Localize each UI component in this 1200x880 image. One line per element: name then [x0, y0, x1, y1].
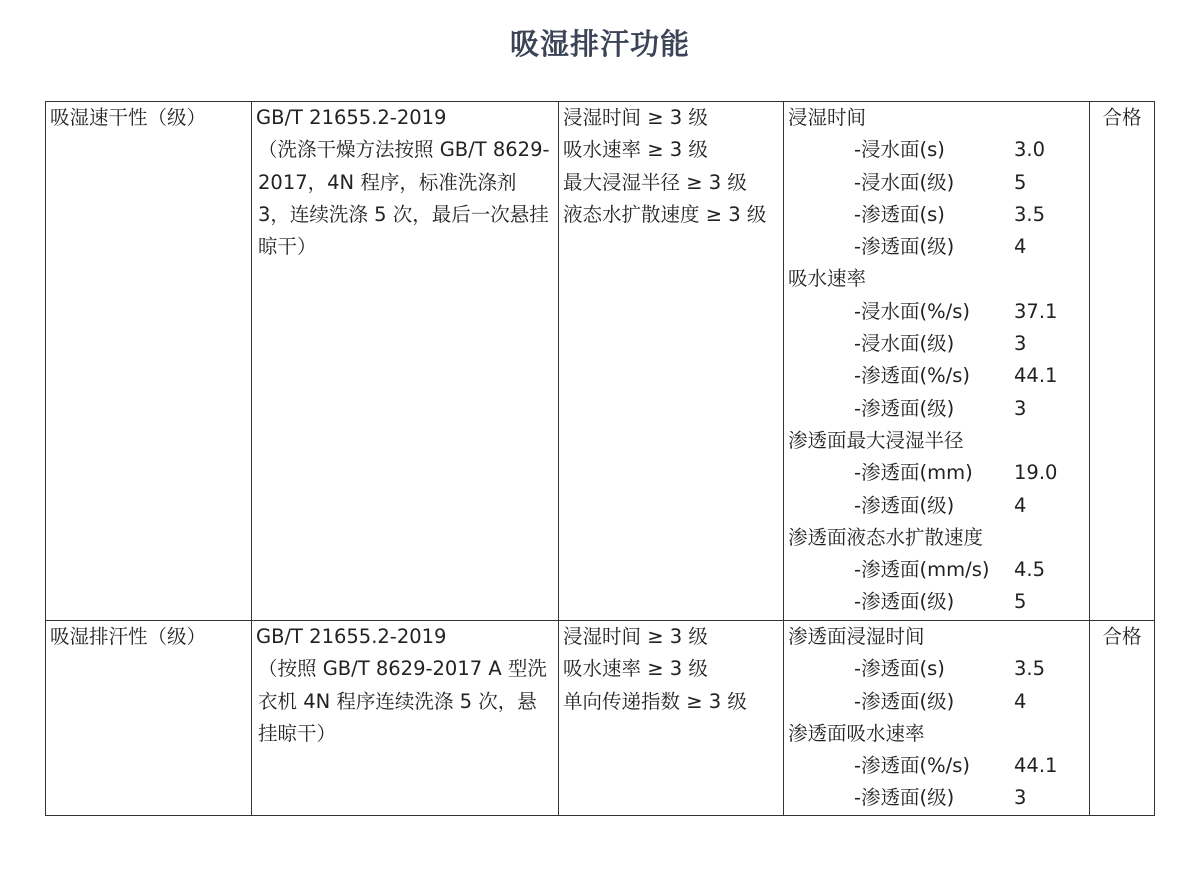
- result-label: -渗透面(级): [854, 786, 955, 810]
- result-value: 3.5: [1014, 657, 1046, 681]
- result-value: 37.1: [1014, 299, 1058, 323]
- result-item: [788, 457, 1085, 489]
- result-value: 3: [1014, 332, 1027, 356]
- result-heading: 渗透面液态水扩散速度: [788, 525, 984, 549]
- requirement-line: 最大浸湿半径 ≥ 3 级: [563, 170, 747, 194]
- result-cell: [784, 102, 1090, 621]
- result-cell: [784, 621, 1090, 816]
- result-item: [788, 199, 1085, 231]
- table-row: [46, 621, 1155, 816]
- requirement-cell: [559, 621, 784, 816]
- result-label: -浸水面(级): [854, 332, 955, 356]
- requirement-line: 吸水速率 ≥ 3 级: [563, 138, 708, 162]
- result-label: -渗透面(mm): [854, 461, 973, 485]
- standard-cell: [252, 102, 559, 621]
- result-value: 4: [1014, 493, 1027, 517]
- result-value: 19.0: [1014, 461, 1058, 485]
- result-label: -渗透面(级): [854, 396, 955, 420]
- requirement-line: 吸水速率 ≥ 3 级: [563, 657, 708, 681]
- test-item-cell: 吸湿速干性（级）: [46, 102, 252, 621]
- result-label: -渗透面(级): [854, 689, 955, 713]
- grade-cell: 合格: [1090, 102, 1155, 621]
- result-label: -渗透面(%/s): [854, 754, 971, 778]
- requirement-line: 液态水扩散速度 ≥ 3 级: [563, 202, 767, 226]
- requirement-line: 浸湿时间 ≥ 3 级: [563, 106, 708, 129]
- result-item: [788, 750, 1085, 782]
- result-item: [788, 167, 1085, 199]
- result-item: [788, 686, 1085, 718]
- result-heading: 渗透面吸水速率: [788, 721, 925, 745]
- result-label: -渗透面(级): [854, 493, 955, 517]
- result-item: [788, 490, 1085, 522]
- result-label: -渗透面(s): [854, 657, 945, 681]
- result-label: -渗透面(级): [854, 590, 955, 614]
- result-value: 44.1: [1014, 754, 1058, 778]
- standard-note: （洗涤干燥方法按照 GB/T 8629-2017，4N 程序，标准洗涤剂 3，连续洗涤 5 次，最后一次悬挂晾干）: [258, 138, 550, 259]
- result-value: 3: [1014, 396, 1027, 420]
- result-value: 5: [1014, 170, 1027, 194]
- result-heading: 渗透面最大浸湿半径: [788, 428, 964, 452]
- requirement-cell: [559, 102, 784, 621]
- requirement-line: 单向传递指数 ≥ 3 级: [563, 689, 747, 713]
- result-label: -渗透面(%/s): [854, 364, 971, 388]
- grade-cell: 合格: [1090, 621, 1155, 816]
- result-heading: 渗透面浸湿时间: [788, 625, 925, 648]
- result-value: 4.5: [1014, 558, 1046, 582]
- result-item: [788, 554, 1085, 586]
- requirement-line: 浸湿时间 ≥ 3 级: [563, 625, 708, 648]
- result-value: 3: [1014, 786, 1027, 810]
- result-item: [788, 231, 1085, 263]
- result-value: 4: [1014, 689, 1027, 713]
- result-heading: 吸水速率: [788, 267, 867, 291]
- result-item: [788, 134, 1085, 166]
- result-item: [788, 296, 1085, 328]
- page-title: 吸湿排汗功能: [509, 27, 690, 61]
- standard-code: GB/T 21655.2-2019: [256, 106, 447, 129]
- standard-note: （按照 GB/T 8629-2017 A 型洗衣机 4N 程序连续洗涤 5 次，悬挂晾干）: [258, 657, 547, 745]
- result-value: 3.0: [1014, 138, 1046, 162]
- result-label: -浸水面(s): [854, 138, 945, 162]
- result-label: -渗透面(mm/s): [854, 558, 990, 582]
- result-item: [788, 782, 1085, 814]
- standard-code: GB/T 21655.2-2019: [256, 625, 447, 648]
- test-item-cell: 吸湿排汗性（级）: [46, 621, 252, 816]
- result-label: -渗透面(s): [854, 202, 945, 226]
- table-row: [46, 102, 1155, 621]
- result-item: [788, 393, 1085, 425]
- result-label: -渗透面(级): [854, 235, 955, 259]
- spec-table: [45, 101, 1155, 816]
- standard-cell: [252, 621, 559, 816]
- result-item: [788, 360, 1085, 392]
- spec-table-body: [46, 102, 1155, 816]
- result-label: -浸水面(级): [854, 170, 955, 194]
- result-item: [788, 653, 1085, 685]
- result-heading: 浸湿时间: [788, 106, 867, 129]
- result-item: [788, 586, 1085, 618]
- result-value: 5: [1014, 590, 1027, 614]
- result-label: -浸水面(%/s): [854, 299, 971, 323]
- result-item: [788, 328, 1085, 360]
- result-value: 4: [1014, 235, 1027, 259]
- result-value: 3.5: [1014, 202, 1046, 226]
- result-value: 44.1: [1014, 364, 1058, 388]
